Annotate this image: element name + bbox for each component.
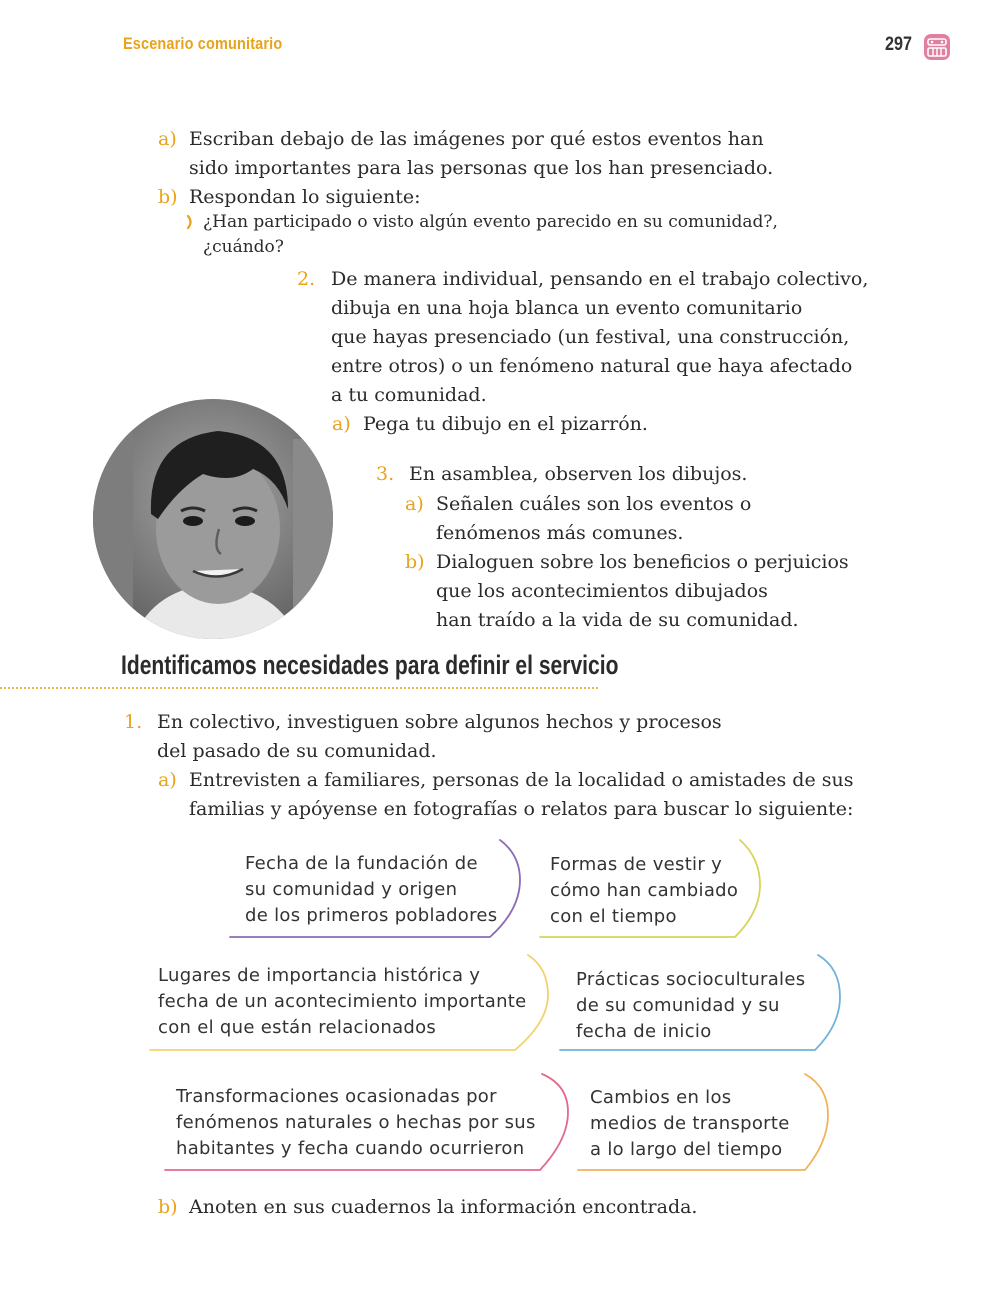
instruction-text: Respondan lo siguiente: (189, 186, 421, 208)
instruction-text: En asamblea, observen los dibujos. (409, 463, 748, 485)
instruction-text: dibuja en una hoja blanca un evento comunitario (331, 297, 803, 319)
page-number: 297 (885, 34, 912, 55)
bubble-text: fecha de un acontecimiento importante (158, 991, 527, 1012)
instruction-text: que los acontecimientos dibujados (436, 580, 768, 602)
instruction-text: En colectivo, investiguen sobre algunos hechos y procesos (157, 711, 722, 733)
instruction-text: que hayas presenciado (un festival, una construcción, (331, 326, 850, 348)
instruction-text: fenómenos más comunes. (436, 522, 684, 544)
instruction-text: Dialoguen sobre los beneficios o perjuicios (436, 551, 849, 573)
instruction-text: Anoten en sus cuadernos la información encontrada. (189, 1196, 698, 1218)
bubble-text: fecha de inicio (576, 1021, 712, 1042)
step-number: 1. (124, 711, 143, 733)
instruction-text: del pasado de su comunidad. (157, 740, 437, 762)
bubble-text: fenómenos naturales o hechas por sus (176, 1112, 536, 1133)
instruction-text: familias y apóyense en fotografías o relatos para buscar lo siguiente: (189, 798, 854, 820)
instruction-text: Señalen cuáles son los eventos o (436, 493, 752, 515)
bullet-text: ¿Han participado o visto algún evento parecido en su comunidad?, (203, 212, 778, 232)
bubble-text: con el tiempo (550, 906, 677, 927)
section-divider (0, 687, 598, 689)
bubble-text: de los primeros pobladores (245, 905, 498, 926)
step-number: 2. (297, 268, 316, 290)
bubble-text: Prácticas socioculturales (576, 969, 806, 990)
instruction-text: Escriban debajo de las imágenes por qué estos eventos han (189, 128, 764, 150)
running-header: Escenario comunitario (123, 34, 283, 53)
bubble-text: Formas de vestir y (550, 854, 723, 875)
list-marker: a) (158, 769, 177, 791)
bubble-text: medios de transporte (590, 1113, 790, 1134)
bubble-text: con el que están relacionados (158, 1017, 437, 1038)
list-marker: a) (332, 413, 351, 435)
bubble-text: habitantes y fecha cuando ocurrieron (176, 1138, 525, 1159)
bubble-text: de su comunidad y su (576, 995, 780, 1016)
bubble-text: su comunidad y origen (245, 879, 458, 900)
bullet-text: ¿cuándo? (203, 237, 284, 257)
list-marker: a) (158, 128, 177, 150)
bubble-text: Transformaciones ocasionadas por (176, 1086, 497, 1107)
instruction-text: De manera individual, pensando en el trabajo colectivo, (331, 268, 869, 290)
instruction-text: Pega tu dibujo en el pizarrón. (363, 413, 648, 435)
list-marker: b) (158, 186, 178, 208)
instruction-text: a tu comunidad. (331, 384, 487, 406)
bubble-text: Lugares de importancia histórica y (158, 965, 481, 986)
instruction-text: entre otros) o un fenómeno natural que haya afectado (331, 355, 853, 377)
child-portrait-photo (93, 399, 333, 639)
instruction-text: sido importantes para las personas que los han presenciado. (189, 157, 774, 179)
list-marker: b) (158, 1196, 178, 1218)
section-heading: Identificamos necesidades para definir el servicio (121, 650, 619, 680)
bubble-text: a lo largo del tiempo (590, 1139, 783, 1160)
community-glyph-icon (923, 33, 951, 61)
bubble-text: cómo han cambiado (550, 880, 739, 901)
bubble-text: Fecha de la fundación de (245, 853, 478, 874)
step-number: 3. (376, 463, 395, 485)
bubble-text: Cambios en los (590, 1087, 732, 1108)
instruction-text: Entrevisten a familiares, personas de la localidad o amistades de sus (189, 769, 854, 791)
list-marker: b) (405, 551, 425, 573)
instruction-text: han traído a la vida de su comunidad. (436, 609, 799, 631)
bullet-chevron-icon (187, 215, 195, 229)
list-marker: a) (405, 493, 424, 515)
